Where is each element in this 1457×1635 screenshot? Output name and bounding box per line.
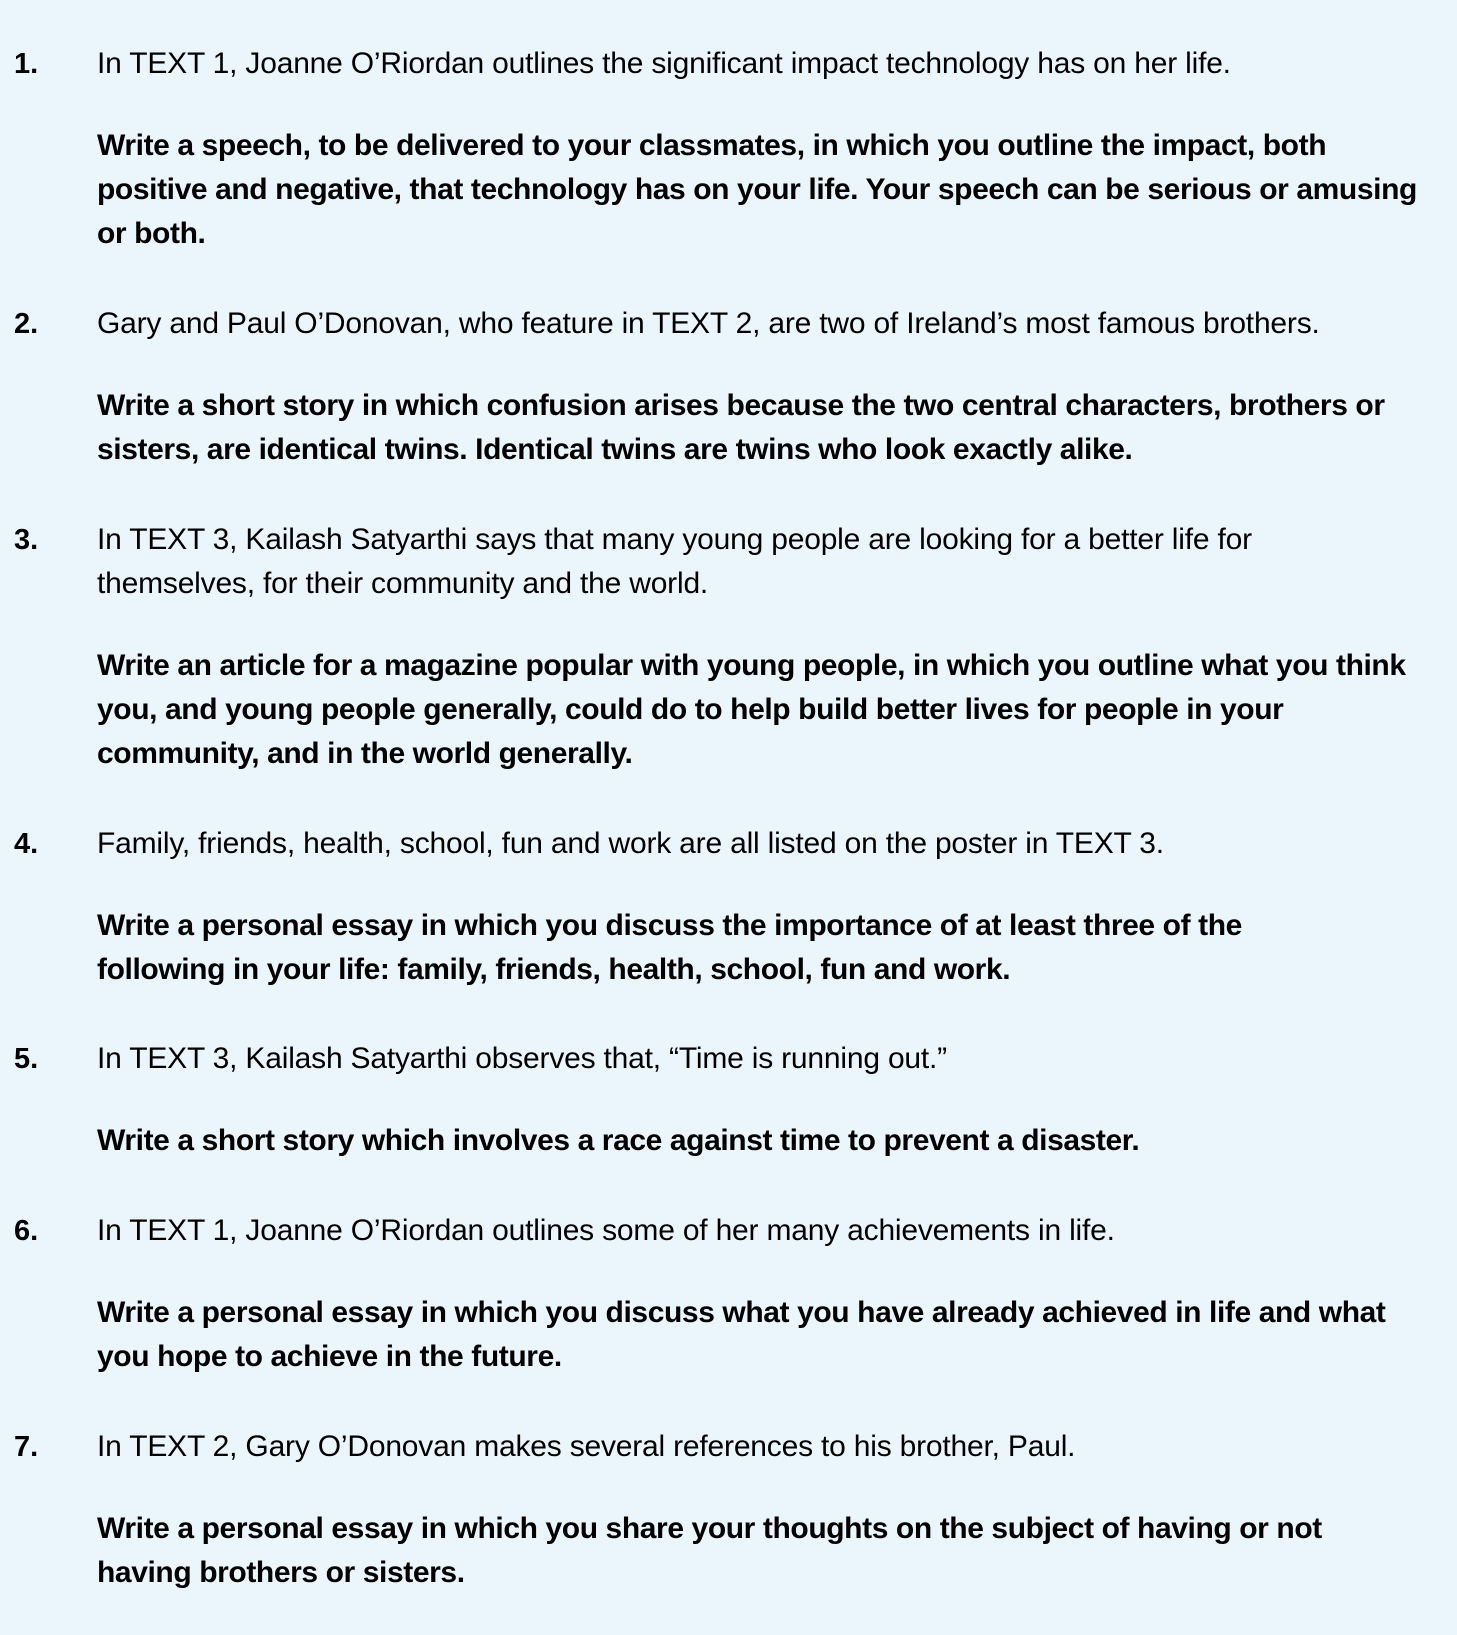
question-task: Write a personal essay in which you discuss what you have already achieved in life and what you hope to achieve in the future. [97, 1296, 1386, 1373]
question-task: Write a speech, to be delivered to your classmates, in which you outline the impact, both positive and negative, that technology has on your life. Your speech can be serious or amusing or both. [97, 129, 1417, 250]
question-number: 4. [14, 828, 39, 860]
question-body [97, 42, 1447, 256]
question-task: Write an article for a magazine popular with young people, in which you outline what you think you, and young people generally, could do to help build better lives for people in your community, and in the world generally. [97, 649, 1406, 770]
question-number: 3. [14, 524, 39, 556]
question-intro: In TEXT 1, Joanne O’Riordan outlines the significant impact technology has on her life. [97, 47, 1231, 80]
question-task: Write a personal essay in which you share your thoughts on the subject of having or not having brothers or sisters. [97, 1512, 1322, 1589]
question-body [97, 302, 1447, 472]
question-body [97, 1425, 1447, 1595]
question-task: Write a short story in which confusion arises because the two central characters, brothers or sisters, are identical twins. Identical twins are twins who look exactly alike. [97, 389, 1385, 466]
question-number: 1. [14, 48, 39, 80]
question-task: Write a personal essay in which you discuss the importance of at least three of the following in your life: family, friends, health, school, fun and work. [97, 909, 1242, 986]
question-intro: In TEXT 2, Gary O’Donovan makes several references to his brother, Paul. [97, 1430, 1076, 1463]
question-body [97, 822, 1447, 992]
question-number: 7. [14, 1431, 39, 1463]
question-number: 6. [14, 1215, 39, 1247]
question-number: 5. [14, 1043, 39, 1075]
question-intro: In TEXT 1, Joanne O’Riordan outlines some of her many achievements in life. [97, 1214, 1115, 1247]
question-body [97, 1037, 1447, 1163]
question-task: Write a short story which involves a race against time to prevent a disaster. [97, 1124, 1140, 1157]
question-intro: Gary and Paul O’Donovan, who feature in TEXT 2, are two of Ireland’s most famous brothers. [97, 307, 1320, 340]
question-intro: In TEXT 3, Kailash Satyarthi says that many young people are looking for a better life for themselves, for their community and the world. [97, 523, 1252, 600]
question-intro: In TEXT 3, Kailash Satyarthi observes that, “Time is running out.” [97, 1042, 947, 1075]
question-number: 2. [14, 308, 39, 340]
question-body [97, 518, 1447, 776]
question-body [97, 1209, 1447, 1379]
question-intro: Family, friends, health, school, fun and work are all listed on the poster in TEXT 3. [97, 827, 1164, 860]
